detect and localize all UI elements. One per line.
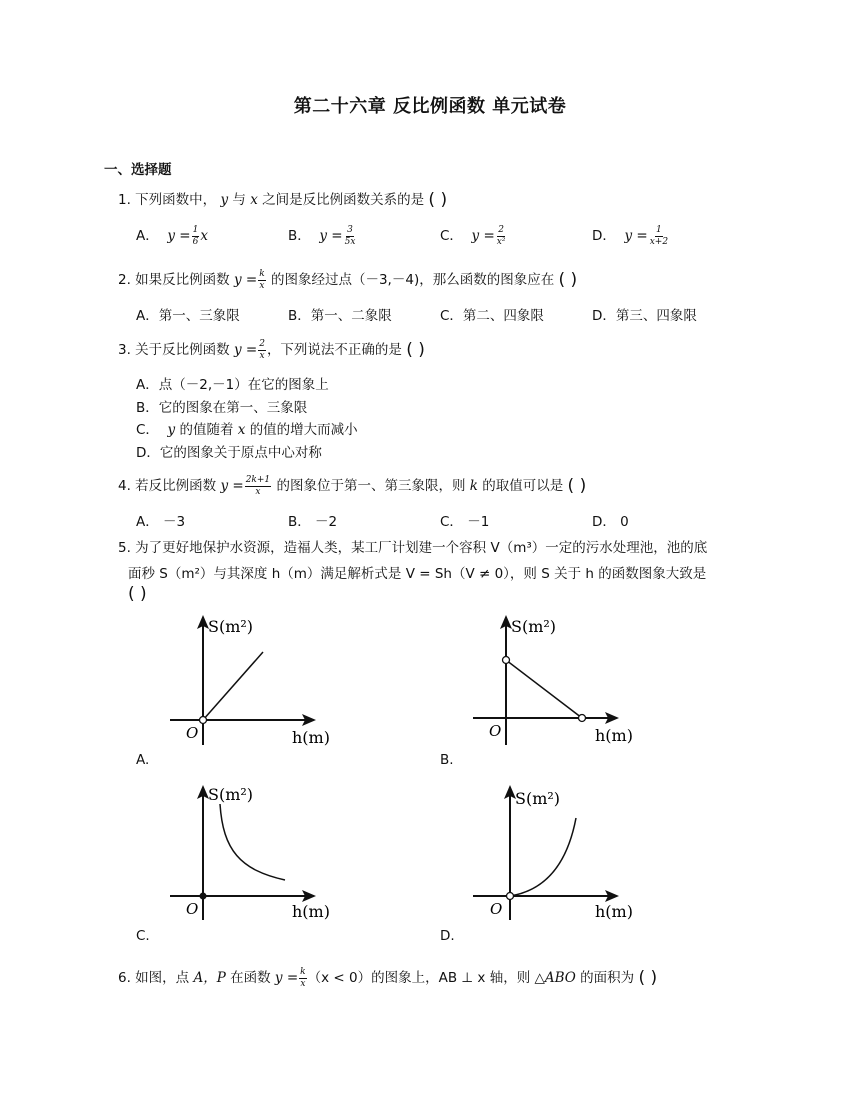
question-1-option-c: C． y = $\frac{2}{\text{x²}}$ [440,224,506,247]
open-point [579,715,586,722]
question-1-option-b: B． y = $\frac{3}{5x}$ [288,224,356,247]
question-3-option-a: A．点（－2,－1）在它的图象上 [136,377,329,393]
question-4-option-d: D． 0 [592,514,629,530]
graph-line [203,652,263,720]
x-axis-label: h(m) [595,902,633,921]
question-3-option-d: D．它的图象关于原点中心对称 [136,445,322,461]
question-5-line-2: 面秒 S（m²）与其深度 h（m）满足解析式是 V = Sh（V ≠ 0），则 S 关于 h 的函数图象大致是 [128,566,707,582]
question-5-line-1: 5. 为了更好地保护水资源，造福人类，某工厂计划建一个容积 V（m³）一定的污水处理池，池的底 [118,540,708,556]
open-point [200,717,207,724]
graph-d [463,780,643,925]
question-3-stem: 3. 关于反比例函数 y = $\frac{2}{x}$ ，下列说法不正确的是 ( ) [118,338,425,361]
answer-paren: ( ) [638,968,658,988]
y-axis-label: S(m²) [511,617,557,636]
question-2-stem: 2. 如果反比例函数 y = $\frac{k}{x}$ 的图象经过点（－3,－4)，那么函数的图象应在 ( ) [118,268,578,291]
graph-line [506,660,582,718]
origin-label: O [186,900,199,918]
y-axis-label: S(m²) [208,785,254,804]
question-1-option-a: A． y = $\frac{1}{6}$ x [136,224,208,247]
fraction: $\frac{2k+1}{x}$ [245,474,271,497]
fraction: $\frac{1}{x+2}$ [649,224,669,247]
y-axis-label: S(m²) [208,617,254,636]
graph-c [160,780,340,925]
x-axis-label: h(m) [292,902,330,921]
x-axis-label: h(m) [292,728,330,747]
answer-paren: ( ) [128,584,147,604]
fraction: $\frac{1}{6}$ [192,224,199,247]
question-2-option-a: A．第一、三象限 [136,308,240,324]
question-4-option-b: B． －2 [288,514,338,530]
x-axis-label: h(m) [595,726,633,745]
question-4-option-c: C． －1 [440,514,490,530]
graph-a [160,610,340,750]
section-title: 一、选择题 [104,162,172,178]
fraction: $\frac{3}{5x}$ [344,224,356,247]
fraction: $\frac{2}{x}$ [259,338,265,361]
graph-b [463,610,643,750]
fraction: $\frac{k}{x}$ [259,268,265,291]
open-point [503,657,510,664]
answer-paren: ( ) [406,340,425,360]
page-title: 第二十六章 反比例函数 单元试卷 [293,96,567,117]
question-2-option-d: D．第三、四象限 [592,308,697,324]
origin-label: O [489,722,502,740]
question-4-stem: 4. 若反比例函数 y = $\frac{2k+1}{x}$ 的图象位于第一、第三象限，则 k 的取值可以是 ( ) [118,474,587,497]
graph-a-label: A. [136,752,150,768]
origin-label: O [490,900,503,918]
question-1-option-d: D． y = $\frac{1}{x+2}$ [592,224,669,247]
graph-d-label: D. [440,928,455,944]
answer-paren: ( ) [558,270,578,290]
question-3-option-c: C． y 的值随着 x 的值的增大而减小 [136,422,358,438]
fraction: $\frac{k}{x}$ [300,966,306,989]
answer-paren: ( ) [567,476,587,496]
question-1-stem: 1. 下列函数中， y 与 x 之间是反比例函数关系的是 ( ) [118,190,448,210]
graph-b-label: B. [440,752,454,768]
origin-label: O [186,724,199,742]
question-3-option-b: B．它的图象在第一、三象限 [136,400,308,416]
graph-c-label: C. [136,928,150,944]
hyperbola-curve [220,804,285,880]
fraction: $\frac{2}{\text{x²}}$ [496,224,506,247]
y-axis-label: S(m²) [515,789,561,808]
question-4-option-a: A． －3 [136,514,186,530]
parabola-curve [510,818,576,896]
question-6-stem: 6. 如图，点 A，P 在函数 y = $\frac{k}{x}$ （x < 0）的图象上，AB ⊥ x 轴，则 △ABO 的面积为 ( ) [118,966,658,989]
answer-paren: ( ) [428,190,448,210]
solid-point [200,893,207,900]
question-2-option-c: C．第二、四象限 [440,308,544,324]
open-point [507,893,514,900]
question-2-option-b: B．第一、二象限 [288,308,392,324]
